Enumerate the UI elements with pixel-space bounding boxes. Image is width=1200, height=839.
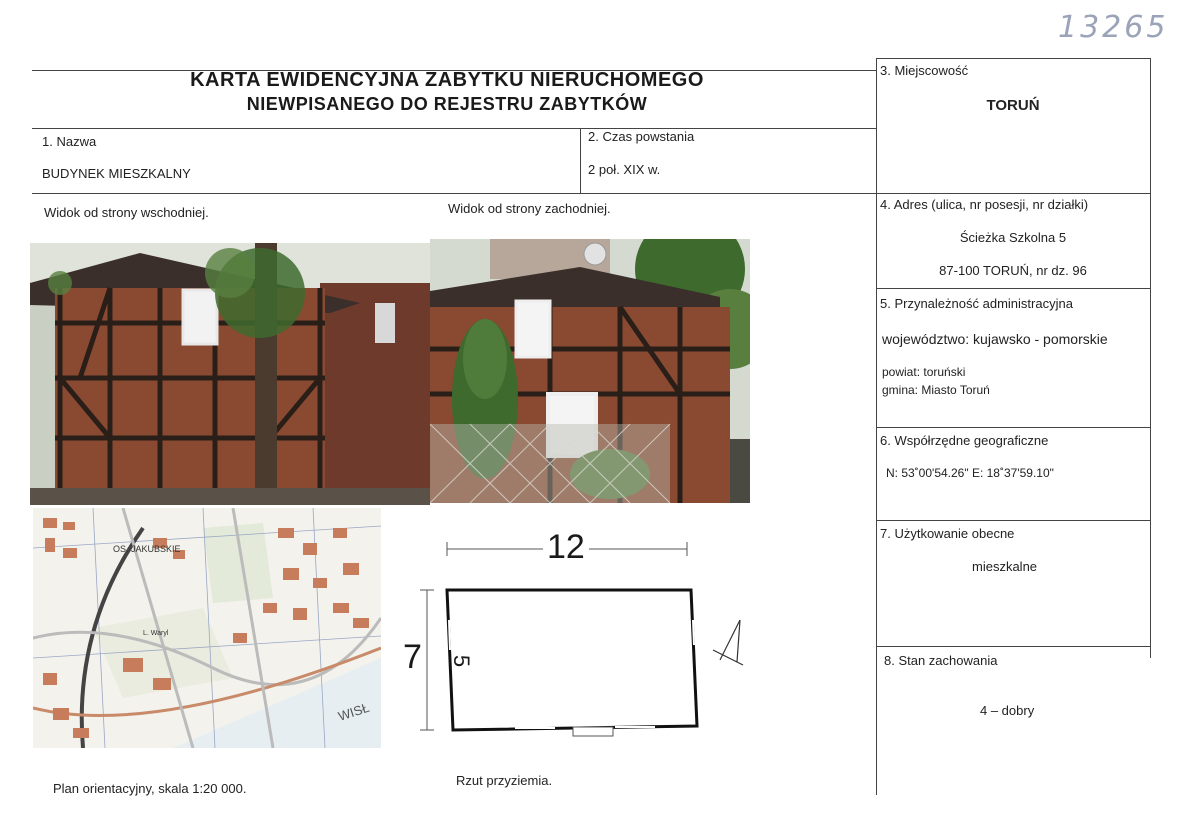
- rule-under-name: [32, 193, 1150, 194]
- handwritten-number: 13265: [1058, 10, 1169, 45]
- floor-plan: [395, 520, 755, 760]
- wspolrzedne-label: 6. Współrzędne geograficzne: [880, 433, 1049, 448]
- rule-under-title: [32, 128, 876, 129]
- map-river-label: WISŁ: [336, 699, 372, 724]
- rule-name-divider: [580, 128, 581, 193]
- nazwa-label: 1. Nazwa: [42, 134, 97, 149]
- adres-line2: 87-100 TORUŃ, nr dz. 96: [939, 263, 1087, 278]
- card-title-line2: NIEWPISANEGO DO REJESTRU ZABYTKÓW: [246, 94, 648, 114]
- rule-adres: [876, 288, 1150, 289]
- photo-west-view: [430, 239, 750, 503]
- miejscowosc-label: 3. Miejscowość: [880, 63, 969, 78]
- card-title-line1: KARTA EWIDENCYJNA ZABYTKU NIERUCHOMEGO: [190, 69, 704, 91]
- photo-east-view: [30, 243, 430, 505]
- map-caption: Plan orientacyjny, skala 1:20 000.: [53, 781, 247, 796]
- nazwa-value: BUDYNEK MIESZKALNY: [42, 166, 191, 181]
- uzytkowanie-label: 7. Użytkowanie obecne: [880, 526, 1015, 541]
- rule-top-right: [876, 58, 1150, 59]
- czas-value: 2 poł. XIX w.: [588, 162, 661, 177]
- rule-right-edge: [1150, 58, 1151, 658]
- plan-caption: Rzut przyziemia.: [456, 773, 553, 788]
- wspolrzedne-value: N: 53˚00'54.26" E: 18˚37'59.10": [886, 466, 1054, 480]
- powiat-value: powiat: toruński: [882, 365, 966, 379]
- rule-uzytkowanie: [876, 646, 1150, 647]
- west-view-caption: Widok od strony zachodniej.: [448, 201, 611, 216]
- adres-label: 4. Adres (ulica, nr posesji, nr działki): [880, 197, 1089, 212]
- gmina-value: gmina: Miasto Toruń: [882, 383, 990, 397]
- rule-przynaleznosc: [876, 427, 1150, 428]
- rule-wspolrzedne: [876, 520, 1150, 521]
- miejscowosc-value: TORUŃ: [986, 97, 1040, 114]
- stan-label: 8. Stan zachowania: [884, 653, 998, 668]
- map-district-label: OS. JAKUBSKIE: [113, 544, 181, 554]
- stan-value: 4 – dobry: [980, 703, 1035, 718]
- plan-inner-dimension: 5: [449, 654, 475, 668]
- wojewodztwo-value: województwo: kujawsko - pomorskie: [882, 331, 1108, 347]
- orientation-map: [33, 508, 381, 748]
- adres-line1: Ścieżka Szkolna 5: [959, 230, 1067, 245]
- uzytkowanie-value: mieszkalne: [972, 559, 1038, 574]
- czas-label: 2. Czas powstania: [588, 129, 695, 144]
- przynaleznosc-label: 5. Przynależność administracyjna: [880, 296, 1073, 311]
- plan-depth-dimension: 7: [403, 638, 422, 676]
- map-street-label: L. Waryl: [143, 630, 169, 637]
- east-view-caption: Widok od strony wschodniej.: [44, 205, 209, 220]
- plan-width-dimension: 12: [543, 528, 589, 567]
